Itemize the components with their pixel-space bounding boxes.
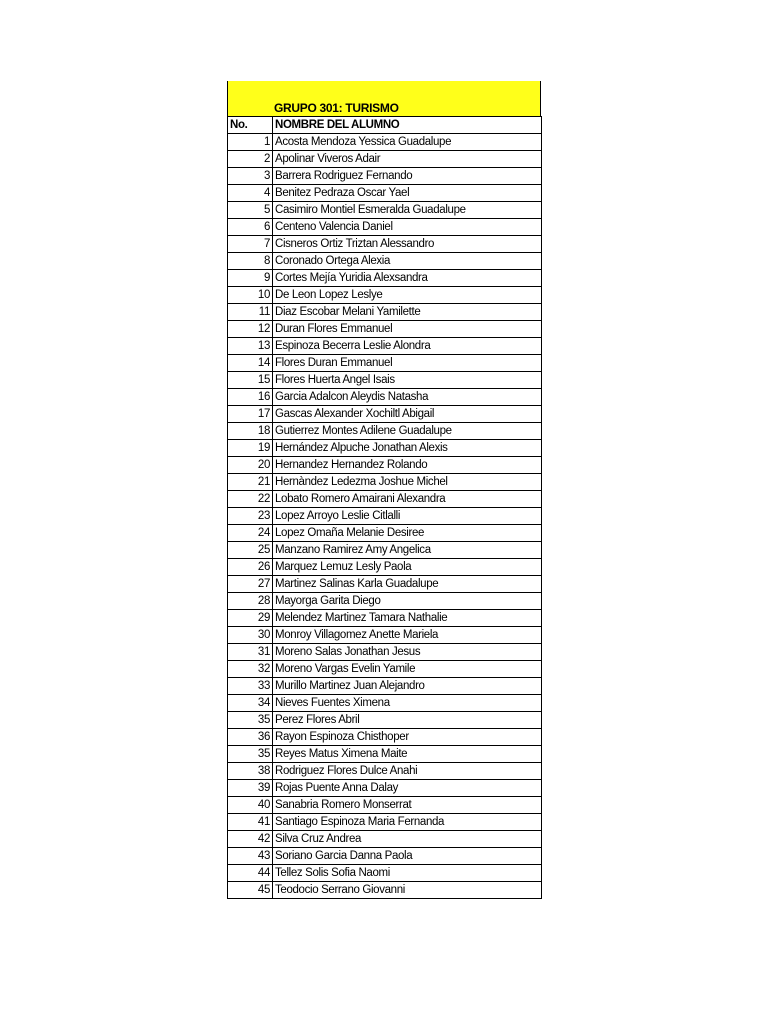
student-name-cell: Cortes Mejía Yuridia Alexsandra	[273, 270, 542, 287]
table-row	[228, 814, 542, 831]
student-name-cell: Hernàndez Ledezma Joshue Michel	[273, 474, 542, 491]
table-row	[228, 219, 542, 236]
table-row	[228, 712, 542, 729]
student-name-cell: Hernandez Hernandez Rolando	[273, 457, 542, 474]
student-number-cell: 6	[228, 219, 273, 236]
student-number-cell: 18	[228, 423, 273, 440]
table-row	[228, 423, 542, 440]
student-name-cell: Manzano Ramirez Amy Angelica	[273, 542, 542, 559]
student-name-cell: Moreno Vargas Evelin Yamile	[273, 661, 542, 678]
table-row	[228, 457, 542, 474]
table-row	[228, 644, 542, 661]
student-number-cell: 35	[228, 712, 273, 729]
student-name-cell: Nieves Fuentes Ximena	[273, 695, 542, 712]
table-row	[228, 474, 542, 491]
table-row	[228, 780, 542, 797]
student-name-cell: Lopez Omaña Melanie Desiree	[273, 525, 542, 542]
table-row	[228, 168, 542, 185]
table-row	[228, 627, 542, 644]
table-row	[228, 882, 542, 899]
student-name-cell: Acosta Mendoza Yessica Guadalupe	[273, 134, 542, 151]
student-number-cell: 1	[228, 134, 273, 151]
student-number-cell: 22	[228, 491, 273, 508]
table-row	[228, 661, 542, 678]
student-name-cell: Gutierrez Montes Adilene Guadalupe	[273, 423, 542, 440]
table-row	[228, 559, 542, 576]
table-row	[228, 406, 542, 423]
student-number-cell: 33	[228, 678, 273, 695]
student-name-cell: Hernández Alpuche Jonathan Alexis	[273, 440, 542, 457]
student-name-cell: Gascas Alexander Xochiltl Abigail	[273, 406, 542, 423]
student-name-cell: Martinez Salinas Karla Guadalupe	[273, 576, 542, 593]
student-number-cell: 40	[228, 797, 273, 814]
table-row	[228, 338, 542, 355]
student-number-cell: 44	[228, 865, 273, 882]
student-name-cell: Monroy Villagomez Anette Mariela	[273, 627, 542, 644]
table-row	[228, 763, 542, 780]
student-number-cell: 9	[228, 270, 273, 287]
student-name-cell: Diaz Escobar Melani Yamilette	[273, 304, 542, 321]
student-number-cell: 12	[228, 321, 273, 338]
student-number-cell: 45	[228, 882, 273, 899]
student-name-cell: Casimiro Montiel Esmeralda Guadalupe	[273, 202, 542, 219]
student-name-cell: Garcia Adalcon Aleydis Natasha	[273, 389, 542, 406]
student-name-cell: Lopez Arroyo Leslie Citlalli	[273, 508, 542, 525]
student-number-cell: 4	[228, 185, 273, 202]
student-name-cell: Soriano Garcia Danna Paola	[273, 848, 542, 865]
table-row	[228, 542, 542, 559]
table-row	[228, 508, 542, 525]
student-number-cell: 21	[228, 474, 273, 491]
student-number-cell: 35	[228, 746, 273, 763]
table-row	[228, 287, 542, 304]
table-row	[228, 525, 542, 542]
table-row	[228, 355, 542, 372]
student-number-cell: 8	[228, 253, 273, 270]
table-row	[228, 440, 542, 457]
table-row	[228, 134, 542, 151]
student-number-cell: 26	[228, 559, 273, 576]
table-row	[228, 678, 542, 695]
student-number-cell: 20	[228, 457, 273, 474]
column-header-no: No.	[228, 117, 273, 134]
header-row	[228, 117, 542, 134]
student-name-cell: Perez Flores Abril	[273, 712, 542, 729]
student-number-cell: 28	[228, 593, 273, 610]
student-name-cell: Barrera Rodriguez Fernando	[273, 168, 542, 185]
student-name-cell: Reyes Matus Ximena Maite	[273, 746, 542, 763]
table-row	[228, 695, 542, 712]
student-name-cell: Santiago Espinoza Maria Fernanda	[273, 814, 542, 831]
student-number-cell: 3	[228, 168, 273, 185]
student-name-cell: De Leon Lopez Leslye	[273, 287, 542, 304]
student-number-cell: 31	[228, 644, 273, 661]
student-number-cell: 24	[228, 525, 273, 542]
student-name-cell: Flores Huerta Angel Isais	[273, 372, 542, 389]
student-number-cell: 41	[228, 814, 273, 831]
student-number-cell: 17	[228, 406, 273, 423]
student-name-cell: Benitez Pedraza Oscar Yael	[273, 185, 542, 202]
student-number-cell: 23	[228, 508, 273, 525]
student-number-cell: 34	[228, 695, 273, 712]
table-row	[228, 576, 542, 593]
student-number-cell: 29	[228, 610, 273, 627]
table-row	[228, 151, 542, 168]
student-name-cell: Flores Duran Emmanuel	[273, 355, 542, 372]
student-name-cell: Cisneros Ortiz Triztan Alessandro	[273, 236, 542, 253]
student-number-cell: 15	[228, 372, 273, 389]
title-band	[227, 81, 541, 116]
student-name-cell: Lobato Romero Amairani Alexandra	[273, 491, 542, 508]
student-number-cell: 5	[228, 202, 273, 219]
student-name-cell: Centeno Valencia Daniel	[273, 219, 542, 236]
student-number-cell: 36	[228, 729, 273, 746]
table-row	[228, 848, 542, 865]
student-number-cell: 13	[228, 338, 273, 355]
student-name-cell: Duran Flores Emmanuel	[273, 321, 542, 338]
table-row	[228, 202, 542, 219]
table-row	[228, 236, 542, 253]
table-row	[228, 389, 542, 406]
student-name-cell: Sanabria Romero Monserrat	[273, 797, 542, 814]
table-row	[228, 270, 542, 287]
table-row	[228, 746, 542, 763]
student-number-cell: 42	[228, 831, 273, 848]
student-number-cell: 43	[228, 848, 273, 865]
student-name-cell: Rayon Espinoza Chisthoper	[273, 729, 542, 746]
student-name-cell: Mayorga Garita Diego	[273, 593, 542, 610]
table-row	[228, 491, 542, 508]
student-name-cell: Rojas Puente Anna Dalay	[273, 780, 542, 797]
student-number-cell: 27	[228, 576, 273, 593]
student-number-cell: 38	[228, 763, 273, 780]
student-number-cell: 11	[228, 304, 273, 321]
student-number-cell: 25	[228, 542, 273, 559]
student-name-cell: Moreno Salas Jonathan Jesus	[273, 644, 542, 661]
student-name-cell: Tellez Solis Sofia Naomi	[273, 865, 542, 882]
student-number-cell: 2	[228, 151, 273, 168]
column-header-name: NOMBRE DEL ALUMNO	[273, 117, 542, 134]
student-number-cell: 7	[228, 236, 273, 253]
student-number-cell: 39	[228, 780, 273, 797]
student-name-cell: Teodocio Serrano Giovanni	[273, 882, 542, 899]
table-row	[228, 185, 542, 202]
student-name-cell: Marquez Lemuz Lesly Paola	[273, 559, 542, 576]
table-row	[228, 372, 542, 389]
roster-body	[228, 117, 542, 899]
table-row	[228, 321, 542, 338]
table-row	[228, 831, 542, 848]
table-row	[228, 797, 542, 814]
student-number-cell: 16	[228, 389, 273, 406]
student-number-cell: 32	[228, 661, 273, 678]
student-roster-table	[227, 116, 542, 899]
table-row	[228, 304, 542, 321]
student-name-cell: Apolinar Viveros Adair	[273, 151, 542, 168]
table-row	[228, 610, 542, 627]
table-row	[228, 729, 542, 746]
student-name-cell: Coronado Ortega Alexia	[273, 253, 542, 270]
student-number-cell: 30	[228, 627, 273, 644]
table-row	[228, 593, 542, 610]
group-title: GRUPO 301: TURISMO	[274, 101, 399, 115]
table-row	[228, 865, 542, 882]
student-number-cell: 14	[228, 355, 273, 372]
student-name-cell: Rodriguez Flores Dulce Anahi	[273, 763, 542, 780]
student-roster-sheet	[227, 81, 541, 899]
student-name-cell: Espinoza Becerra Leslie Alondra	[273, 338, 542, 355]
student-name-cell: Silva Cruz Andrea	[273, 831, 542, 848]
student-number-cell: 19	[228, 440, 273, 457]
student-name-cell: Melendez Martinez Tamara Nathalie	[273, 610, 542, 627]
table-row	[228, 253, 542, 270]
student-name-cell: Murillo Martinez Juan Alejandro	[273, 678, 542, 695]
student-number-cell: 10	[228, 287, 273, 304]
